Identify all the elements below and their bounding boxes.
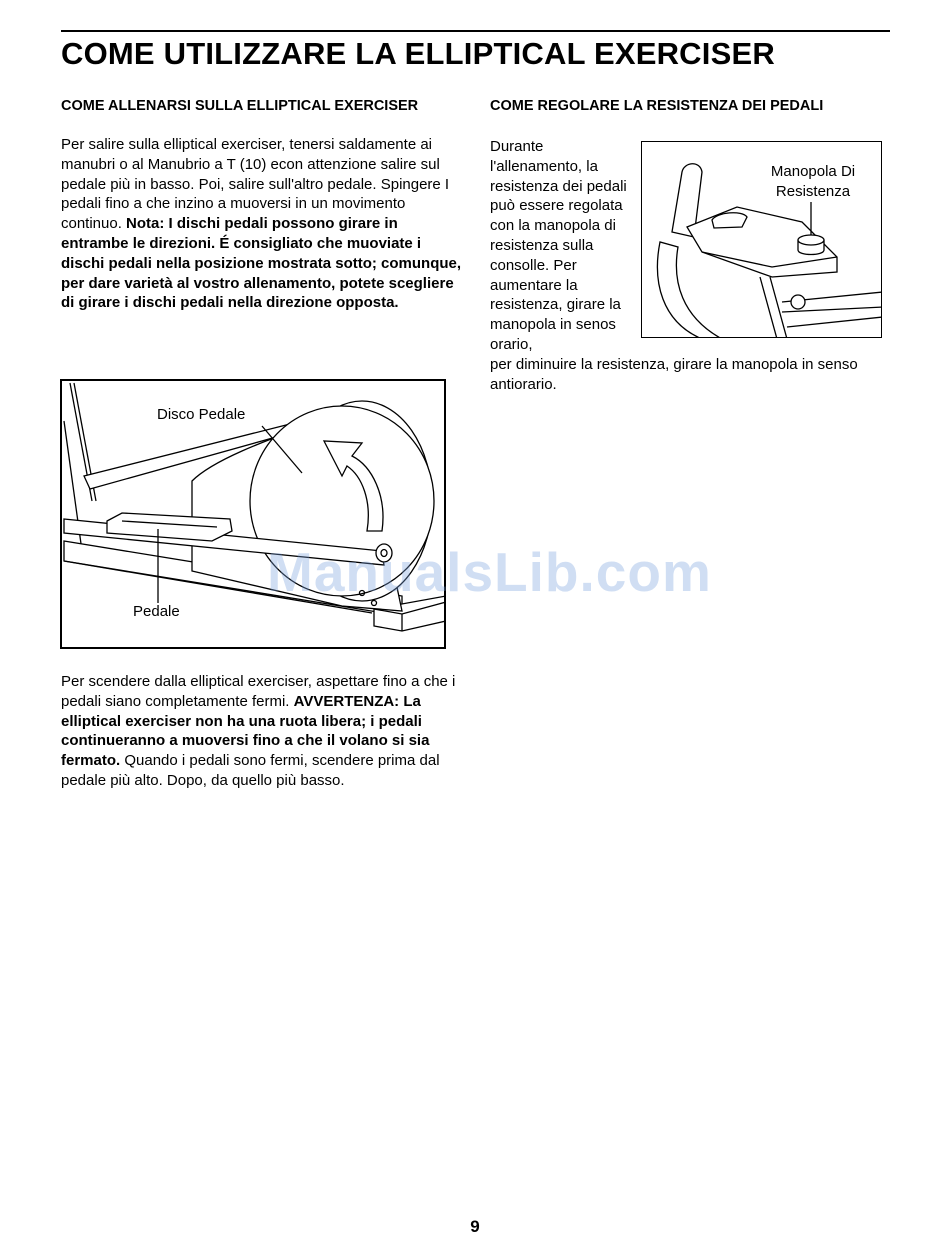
top-rule [61,30,890,32]
pedal-disc-figure [60,379,446,649]
mounting-instructions [61,135,466,313]
mounting-text: Per salire sulla elliptical exerciser, tenersi saldamente ai manubri o al Manubrio a T (10) econ attenzione salire sul pedale più in basso. Poi, salire sull'altro pedale. Spingere I pedali fino a che inzino a muoversi in un movimento continuo. [61,136,450,233]
section-heading-exercise: COME ALLENARSI SULLA ELLIPTICAL EXERCISER [61,98,419,114]
section-resistance [490,96,890,116]
page-title: COME UTILIZZARE LA ELLIPTICAL EXERCISER [61,36,775,71]
watermark: ManualsLib.com [267,541,712,603]
label-resistance-knob: Manopola Di Resistenza [770,163,856,200]
resistance-text-full: per diminuire la resistenza, girare la manopola in senso antiorario. [490,355,858,393]
dismount-text-a: Per scendere dalla elliptical exerciser, aspettare fino a che i pedali siano completamente fermi. [61,673,456,710]
pedal-disc-illustration [62,381,446,649]
direction-note: Nota: I dischi pedali possono girare in entrambe le direzioni. É consigliato che muoviate i dischi pedali nella posizione mostrata sotto; comunque, per dare varietà al vostro allenamento, potete scegliere di girare i dischi pedali nella direzione opposta. [61,215,462,312]
warning-text: AVVERTENZA: La elliptical exerciser non ha una ruota libera; i pedali continueranno a muoversi fino a che il volano si sia fermato. [61,692,430,770]
section-heading-resistance: COME REGOLARE LA RESISTENZA DEI PEDALI [490,98,824,114]
dismount-text-b: Quando i pedali sono fermi, scendere prima dal pedale più alto. Dopo, da quello più basso. [61,752,440,789]
page-number: 9 [470,1217,480,1236]
resistance-knob-figure [641,141,882,338]
resistance-text-wrapped: Durante l'allenamento, la resistenza dei pedali può essere regolata con la manopola di resistenza sulla consolle. Per aumentare la resistenza, girare la manopola in senos orario, [490,138,627,353]
label-pedal: Pedale [133,603,180,620]
dismount-paragraph [61,672,466,791]
label-pedal-disc: Disco Pedale [157,406,246,423]
section-how-to-exercise [61,96,466,313]
dismount-instructions [61,672,466,791]
